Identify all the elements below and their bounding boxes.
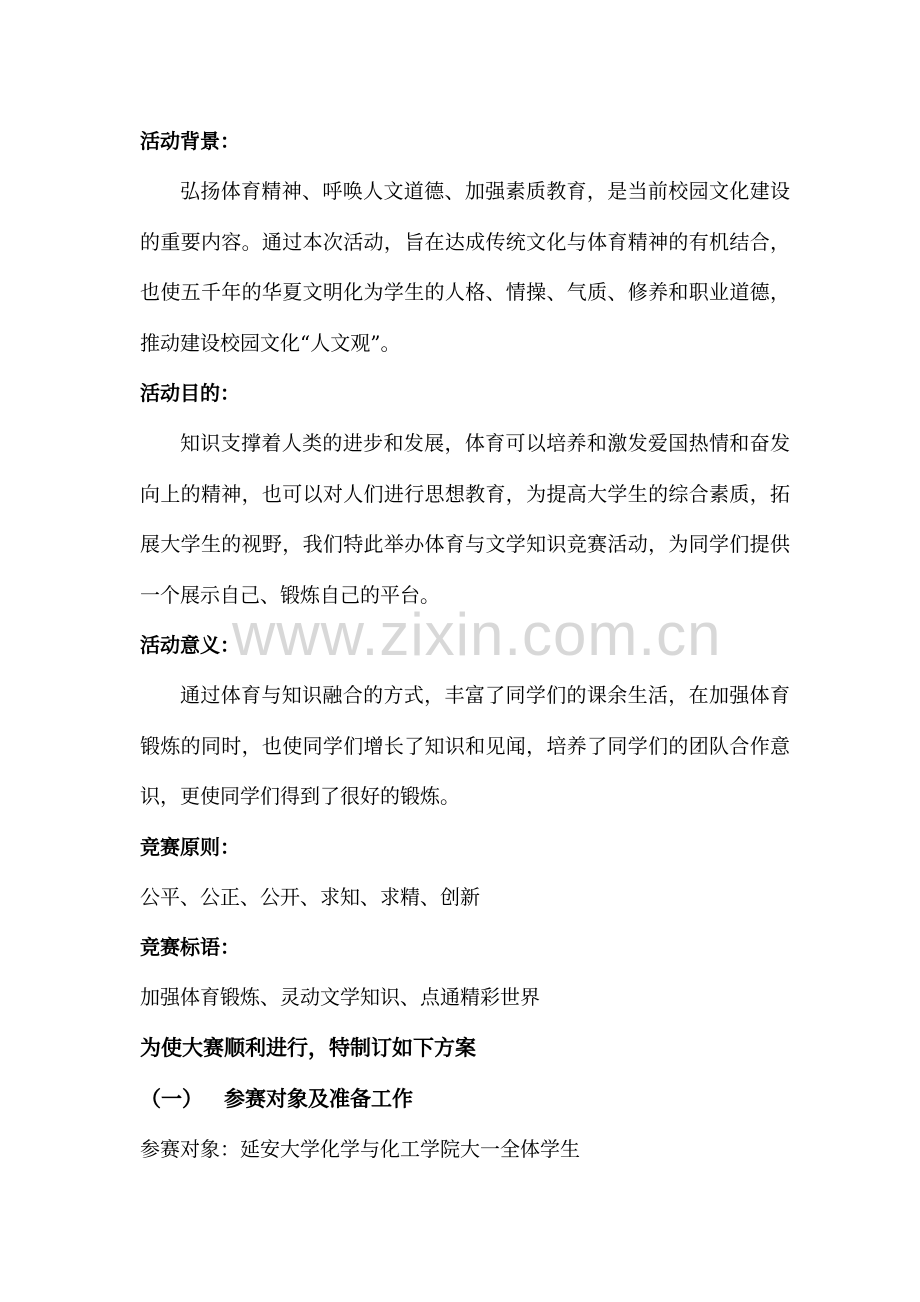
purpose-heading: 活动目的： bbox=[140, 381, 240, 405]
plan-part1-label: 参赛对象及准备工作 bbox=[224, 1086, 413, 1111]
background-heading: 活动背景： bbox=[140, 129, 240, 153]
slogan-text: 加强体育锻炼、灵动文学知识、点通精彩世界 bbox=[140, 984, 540, 1009]
principles-text: 公平、公正、公开、求知、求精、创新 bbox=[140, 884, 480, 909]
document-body bbox=[140, 116, 790, 1174]
background-paragraph: 弘扬体育精神、呼唤人文道德、加强素质教育，是当前校园文化建设的重要内容。通过本次活动，旨在达成传统文化与体育精神的有机结合，也使五千年的华夏文明化为学生的人格、情操、气质、修养和职业道德，推动建设校园文化“人文观”。 bbox=[140, 179, 791, 355]
principles-heading: 竞赛原则： bbox=[140, 834, 240, 859]
plan-part1-title bbox=[140, 1074, 790, 1124]
significance-heading: 活动意义： bbox=[140, 633, 240, 657]
slogan-heading: 竞赛标语： bbox=[140, 934, 240, 959]
plan-title: 为使大赛顺利进行，特制订如下方案 bbox=[140, 1035, 476, 1060]
participants-text: 参赛对象：延安大学化学与化工学院大一全体学生 bbox=[140, 1136, 580, 1161]
purpose-paragraph: 知识支撑着人类的进步和发展，体育可以培养和激发爱国热情和奋发向上的精神，也可以对人们进行思想教育，为提高大学生的综合素质，拓展大学生的视野，我们特此举办体育与文学知识竞赛活动，为同学们提供一个展示自己、锻炼自己的平台。 bbox=[140, 431, 791, 607]
plan-part1-number: （一） bbox=[140, 1086, 203, 1111]
significance-paragraph: 通过体育与知识融合的方式，丰富了同学们的课余生活，在加强体育锻炼的同时，也使同学们增长了知识和见闻，培养了同学们的团队合作意识，更使同学们得到了很好的锻炼。 bbox=[140, 683, 791, 808]
watermark: www.zixin.com.cn bbox=[232, 601, 722, 668]
